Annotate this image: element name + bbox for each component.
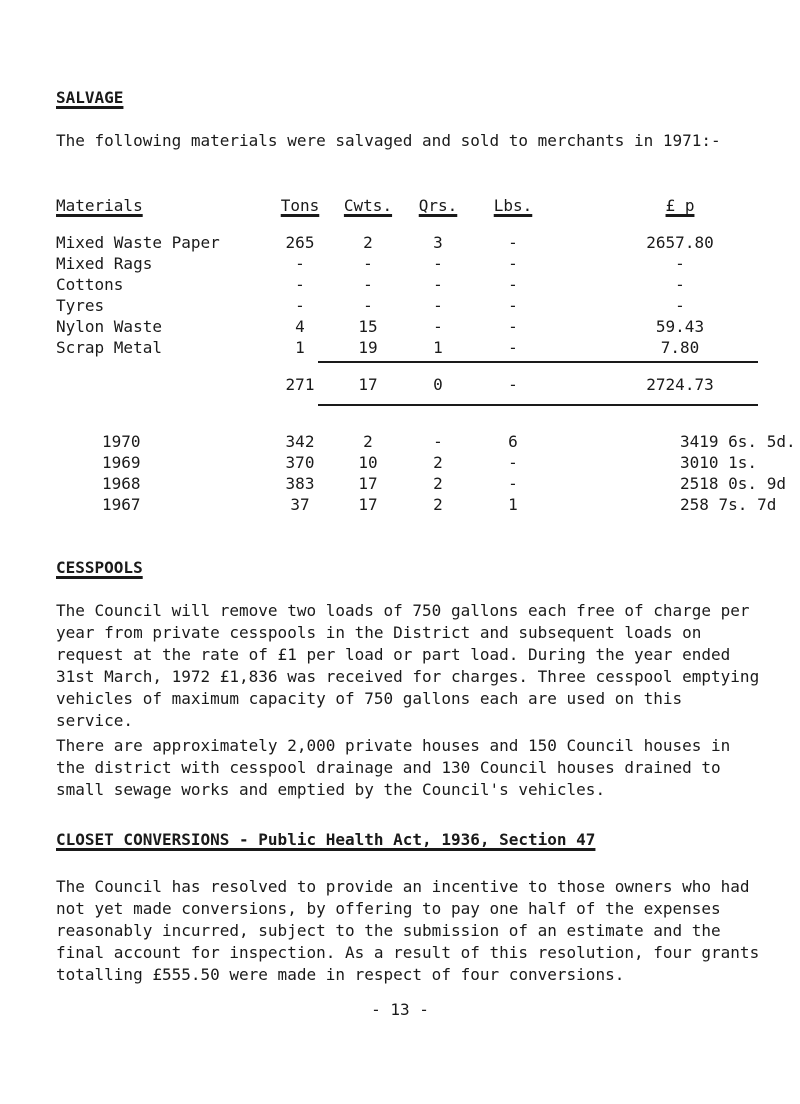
year-label: 1968 (102, 474, 141, 493)
gbp-value: - (675, 275, 685, 294)
year-label: 1970 (102, 432, 141, 451)
table-row (0, 317, 800, 339)
header-qrs: Qrs. (418, 196, 458, 215)
cwts-value: 17 (358, 495, 378, 514)
tons-value: - (295, 296, 305, 315)
lbs-value: - (508, 296, 518, 315)
qrs-value: - (433, 432, 443, 451)
lbs-value: - (508, 338, 518, 357)
material-name: Cottons (56, 275, 124, 294)
tons-value: - (295, 254, 305, 273)
qrs-value: - (433, 296, 443, 315)
table-row (0, 296, 800, 318)
total-tons: 271 (285, 375, 315, 394)
material-name: Scrap Metal (56, 338, 162, 357)
cwts-value: 15 (358, 317, 378, 336)
year-row (0, 453, 800, 475)
total-lbs: - (508, 375, 518, 394)
year-row (0, 474, 800, 496)
gbp-value: - (675, 296, 685, 315)
header-lbs: Lbs. (493, 196, 533, 215)
total-row (0, 375, 800, 397)
qrs-value: 2 (433, 453, 443, 472)
qrs-value: 1 (433, 338, 443, 357)
table-row (0, 275, 800, 297)
cesspools-paragraph-2: There are approximately 2,000 private houses and 150 Council houses in the district with cesspool drainage and 130 Council houses drained to small sewage works and emptied by the Council's vehicles. (56, 736, 731, 799)
material-name: Nylon Waste (56, 317, 162, 336)
lbs-value: - (508, 474, 518, 493)
qrs-value: - (433, 254, 443, 273)
tons-value: 4 (295, 317, 305, 336)
cwts-value: 19 (358, 338, 378, 357)
material-name: Mixed Waste Paper (56, 233, 220, 252)
closet-conversions-paragraph: The Council has resolved to provide an incentive to those owners who had not yet made conversions, by offering to pay one half of the expenses reasonably incurred, subject to the submission of an estimate and the final account for inspection. As a result of this resolution, four grants totalling £555.50 were made in respect of four conversions. (56, 877, 760, 984)
header-materials: Materials (56, 196, 143, 215)
year-label: 1967 (102, 495, 141, 514)
tons-value: 1 (295, 338, 305, 357)
gbp-value: 59.43 (655, 317, 705, 336)
table-row (0, 338, 800, 360)
total-value: 2724.73 (646, 375, 714, 394)
lbs-value: - (508, 317, 518, 336)
cwts-value: 2 (363, 432, 373, 451)
cwts-value: 10 (358, 453, 378, 472)
qrs-value: - (433, 275, 443, 294)
tons-value: 370 (285, 453, 315, 472)
tons-value: 383 (285, 474, 315, 493)
gbp-value: 2657.80 (646, 233, 714, 252)
page-number: - 13 - (371, 1000, 429, 1019)
tons-value: 342 (285, 432, 315, 451)
gbp-value: 7.80 (660, 338, 700, 357)
salvage-intro: The following materials were salvaged and sold to merchants in 1971:- (56, 131, 721, 150)
lbs-value: - (508, 453, 518, 472)
table-row (0, 233, 800, 255)
tons-value: 37 (290, 495, 310, 514)
table-row (0, 254, 800, 276)
gbp-value: - (675, 254, 685, 273)
cesspools-heading: CESSPOOLS (56, 558, 143, 577)
cwts-value: - (363, 275, 373, 294)
value-old-currency: 3010 1s. (680, 453, 758, 472)
qrs-value: 2 (433, 495, 443, 514)
lbs-value: - (508, 254, 518, 273)
material-name: Mixed Rags (56, 254, 153, 273)
closet-conversions-heading: CLOSET CONVERSIONS - Public Health Act, 1936, Section 47 (56, 830, 596, 849)
cwts-value: 17 (358, 474, 378, 493)
salvage-table-header (0, 196, 800, 218)
value-old-currency: 3419 6s. 5d. (680, 432, 796, 451)
value-old-currency: 2518 0s. 9d (680, 474, 786, 493)
cwts-value: - (363, 254, 373, 273)
year-label: 1969 (102, 453, 141, 472)
lbs-value: - (508, 275, 518, 294)
total-qrs: 0 (433, 375, 443, 394)
qrs-value: - (433, 317, 443, 336)
lbs-value: 6 (508, 432, 518, 451)
year-row (0, 432, 800, 454)
year-row (0, 495, 800, 517)
header-cwts: Cwts. (343, 196, 393, 215)
cwts-value: - (363, 296, 373, 315)
qrs-value: 3 (433, 233, 443, 252)
total-rule-top (318, 361, 758, 363)
header-tons: Tons (280, 196, 320, 215)
material-name: Tyres (56, 296, 105, 315)
total-rule-bottom (318, 404, 758, 406)
lbs-value: 1 (508, 495, 518, 514)
tons-value: - (295, 275, 305, 294)
total-cwts: 17 (358, 375, 378, 394)
lbs-value: - (508, 233, 518, 252)
cesspools-paragraph-1: The Council will remove two loads of 750 gallons each free of charge per year from private cesspools in the District and subsequent loads on request at the rate of £1 per load or part load. During the year ended 31st March, 1972 £1,836 was received for charges. Three cesspool emptying vehicles of maximum capacity of 750 gallons each are used on this service. (56, 601, 760, 730)
value-old-currency: 258 7s. 7d (680, 495, 777, 514)
salvage-heading: SALVAGE (56, 88, 124, 107)
header-gbp: £ p (665, 196, 695, 215)
tons-value: 265 (285, 233, 315, 252)
qrs-value: 2 (433, 474, 443, 493)
cwts-value: 2 (363, 233, 373, 252)
